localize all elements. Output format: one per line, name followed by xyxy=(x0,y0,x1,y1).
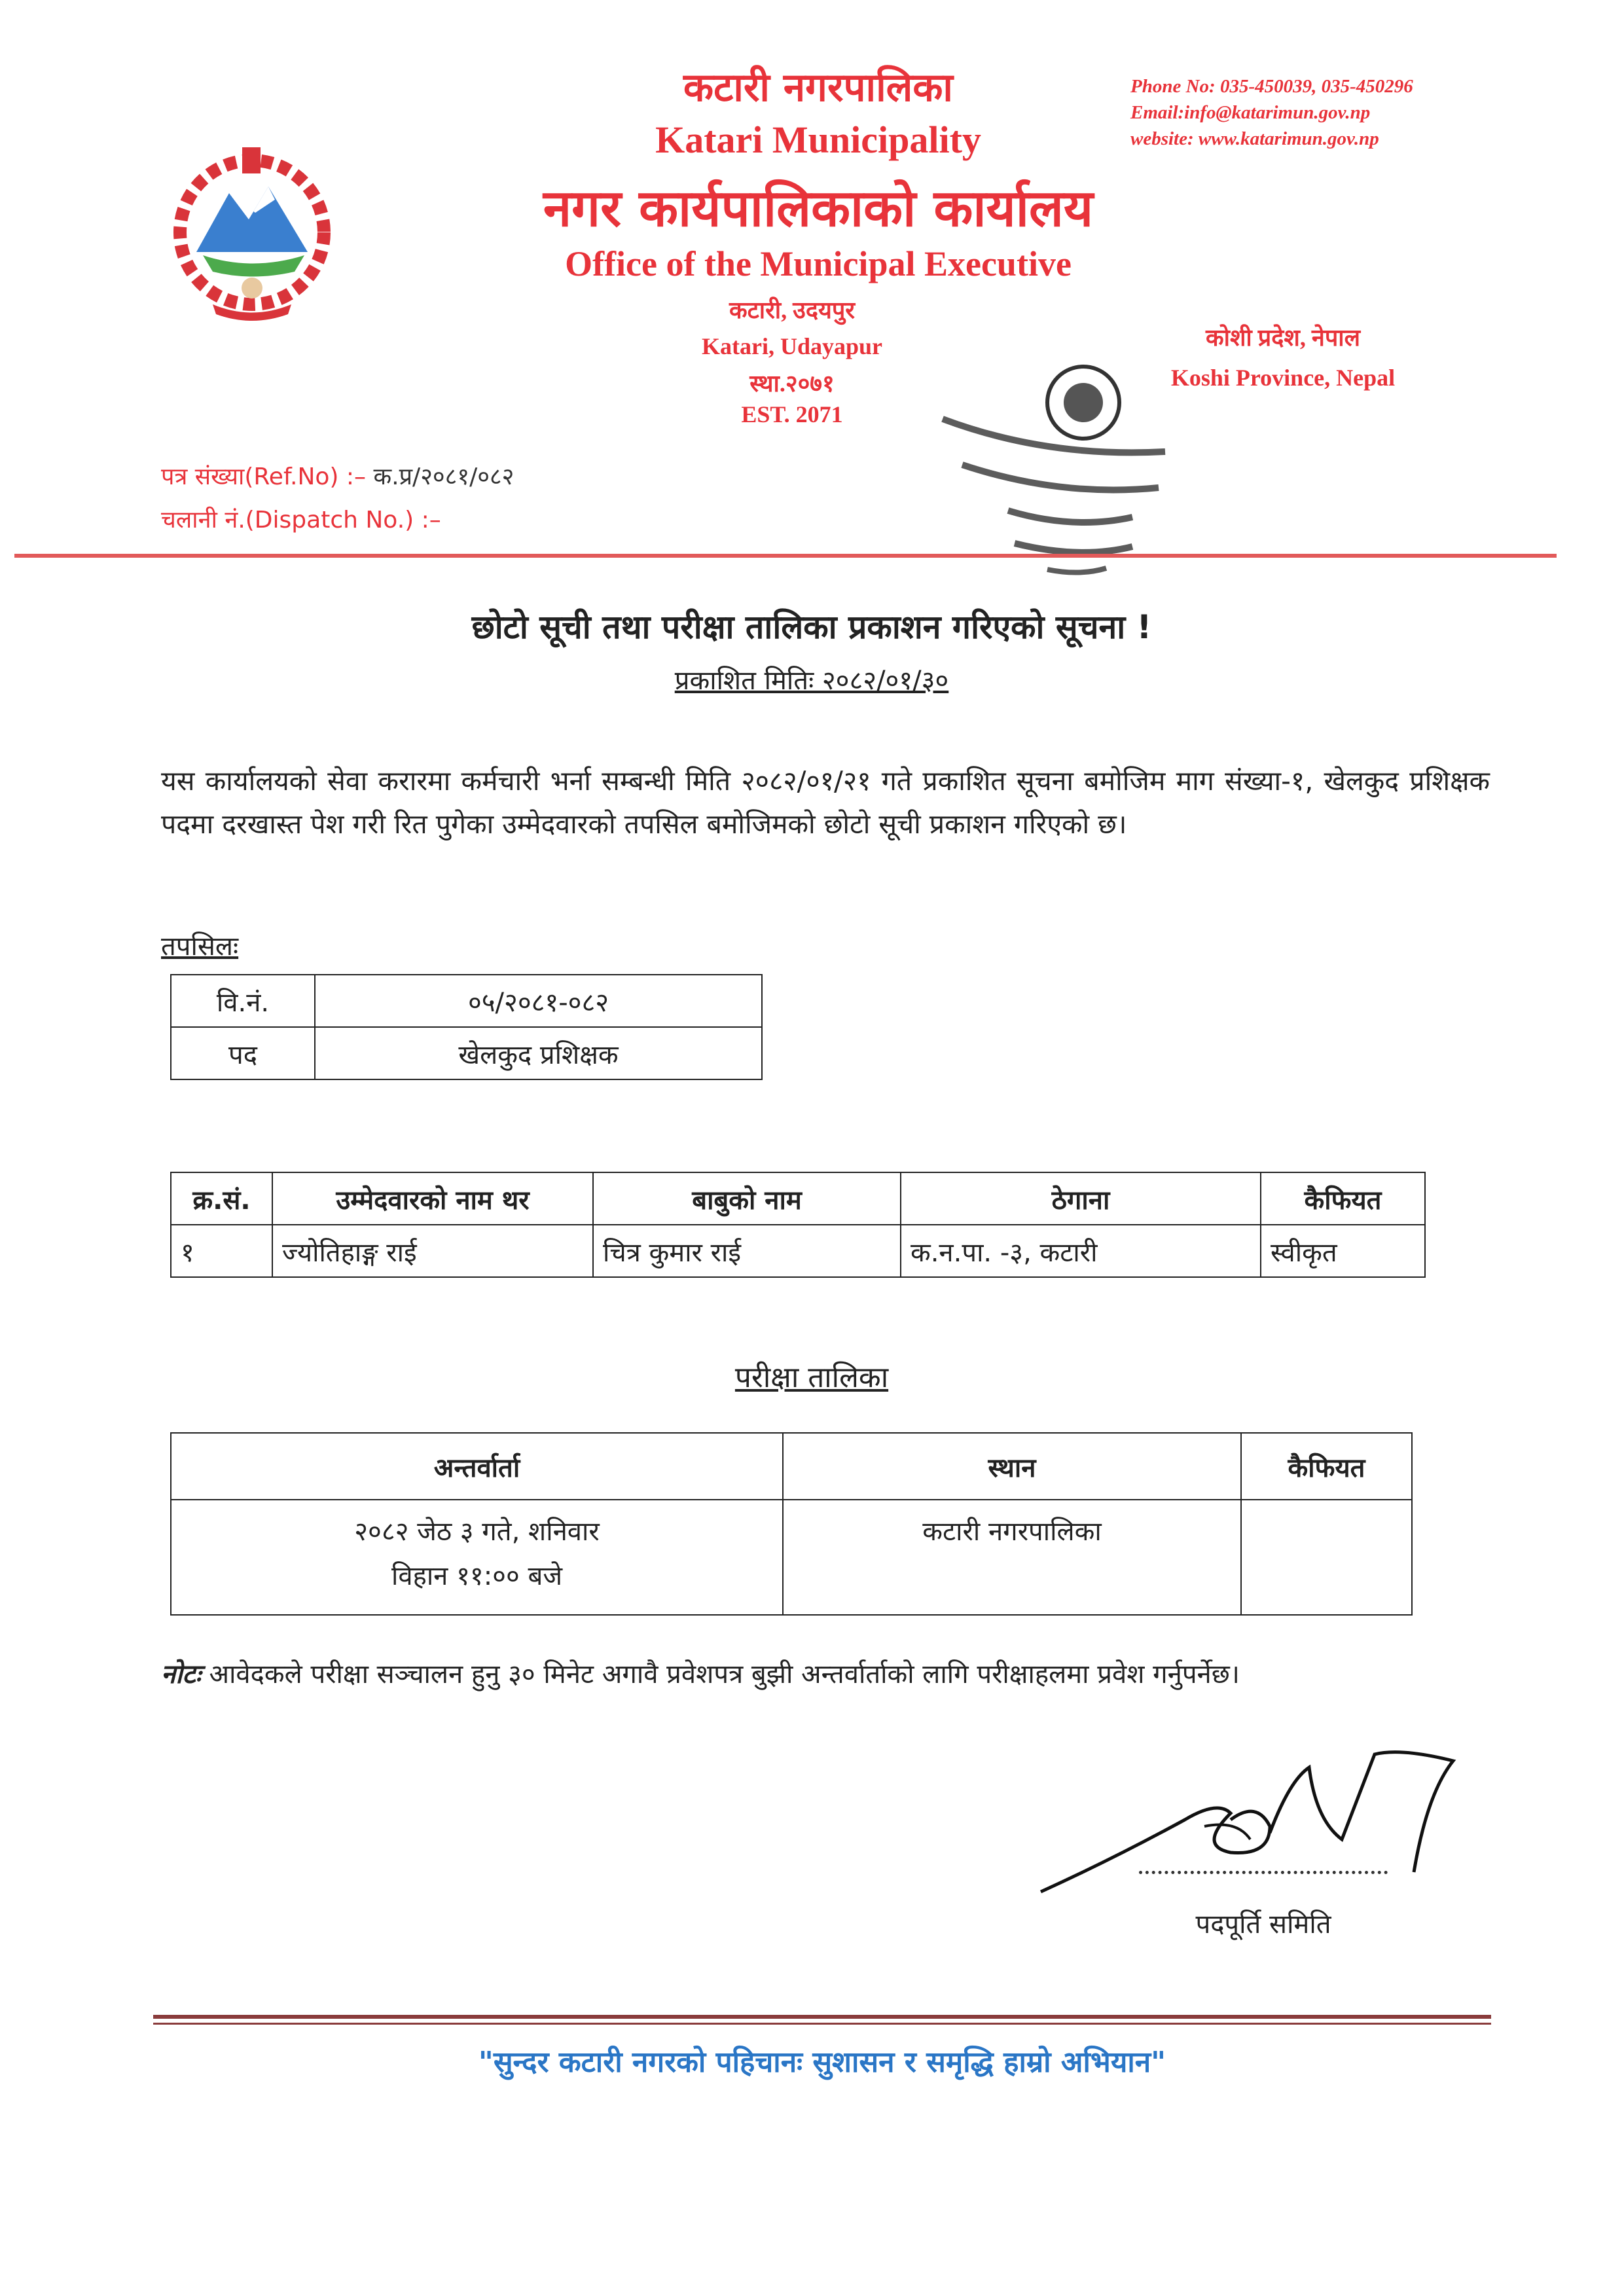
signatory-label: पदपूर्ति समिति xyxy=(1195,1909,1331,1940)
dispatch-number: चलानी नं.(Dispatch No.) :– xyxy=(161,507,441,533)
interview-date: २०८२ जेठ ३ गते, शनिवार xyxy=(354,1517,600,1547)
footer-divider xyxy=(153,2015,1491,2019)
office-name-en: Office of the Municipal Executive xyxy=(565,244,1072,283)
name-cell: ज्योतिहाङ्ग राई xyxy=(272,1225,593,1277)
serial-cell: १ xyxy=(171,1225,272,1277)
exam-schedule-title: परीक्षा तालिका xyxy=(734,1361,889,1394)
info-label: पद xyxy=(171,1027,315,1079)
details-label: तपसिलः xyxy=(161,931,239,962)
phone-number: Phone No: 035-450039, 035-450296 xyxy=(1130,76,1413,97)
office-seal-stamp xyxy=(916,360,1204,576)
table-row xyxy=(171,1027,762,1079)
note-text: आवेदकले परीक्षा सञ्चालन हुनु ३० मिनेट अगावै प्रवेशपत्र बुझी अन्तर्वार्ताको लागि परीक्षाहलमा प्रवेश गर्नुपर्नेछ। xyxy=(209,1659,1240,1690)
established-en: EST. 2071 xyxy=(741,401,843,427)
header-divider xyxy=(14,554,1557,558)
email-address: Email:info@katarimun.gov.np xyxy=(1130,102,1371,123)
footer-divider-thin xyxy=(153,2023,1491,2025)
remark-cell xyxy=(1241,1500,1412,1615)
table-header-row xyxy=(171,1172,1425,1225)
info-value: ०५/२०८१-०८२ xyxy=(315,975,762,1027)
contact-block xyxy=(1130,73,1413,152)
column-header: स्थान xyxy=(783,1433,1241,1500)
established-np: स्था.२०७१ xyxy=(749,370,835,397)
notice-title: छोटो सूची तथा परीक्षा तालिका प्रकाशन गरिएको सूचना ! xyxy=(471,608,1152,646)
column-header: ठेगाना xyxy=(901,1172,1261,1225)
address-cell: क.न.पा. -३, कटारी xyxy=(901,1225,1261,1277)
table-header-row xyxy=(171,1433,1412,1500)
venue-cell: कटारी नगरपालिका xyxy=(783,1500,1241,1615)
column-header: कैफियत xyxy=(1241,1433,1412,1500)
address-en: Katari, Udayapur xyxy=(701,333,882,359)
table-row xyxy=(171,1225,1425,1277)
column-header: बाबुको नाम xyxy=(593,1172,901,1225)
ref-label: पत्र संख्या(Ref.No) :– xyxy=(161,463,367,490)
footer-slogan: "सुन्दर कटारी नगरको पहिचानः सुशासन र समृद्धि हाम्रो अभियान" xyxy=(478,2046,1166,2079)
post-info-table xyxy=(170,974,763,1080)
province-np: कोशी प्रदेश, नेपाल xyxy=(1205,325,1361,351)
column-header: कैफियत xyxy=(1261,1172,1425,1225)
published-date: प्रकाशित मितिः २०८२/०१/३० xyxy=(674,666,949,696)
exam-schedule-table xyxy=(170,1432,1413,1616)
info-label: वि.नं. xyxy=(171,975,315,1027)
column-header: क्र.सं. xyxy=(171,1172,272,1225)
address-np: कटारी, उदयपुर xyxy=(729,297,856,323)
office-name-np: नगर कार्यपालिकाको कार्यालय xyxy=(543,179,1094,238)
column-header: उम्मेदवारको नाम थर xyxy=(272,1172,593,1225)
website-address: website: www.katarimun.gov.np xyxy=(1130,128,1379,149)
ref-number xyxy=(161,460,514,492)
province-en: Koshi Province, Nepal xyxy=(1170,365,1396,391)
column-header: अन्तर्वार्ता xyxy=(171,1433,783,1500)
ref-value: क.प्र/२०८१/०८२ xyxy=(373,463,514,490)
handwritten-signature xyxy=(1034,1741,1479,1911)
interview-datetime-cell xyxy=(171,1500,783,1615)
municipality-name-np: कटारी नगरपालिका xyxy=(683,65,953,111)
info-value: खेलकुद प्रशिक्षक xyxy=(315,1027,762,1079)
nepal-emblem-icon xyxy=(151,141,353,331)
signature-line xyxy=(1139,1871,1388,1874)
notice-paragraph: यस कार्यालयको सेवा करारमा कर्मचारी भर्ना सम्बन्धी मिति २०८२/०१/२१ गते प्रकाशित सूचना बमोजिम माग संख्या-१, खेलकुद प्रशिक्षक पदमा दरखास्त पेश गरी रित पुगेका उम्मेदवारको तपसिल बमोजिमको छोटो सूची प्रकाशन गरिएको छ। xyxy=(161,765,1490,840)
note-label: नोटः xyxy=(161,1659,201,1690)
candidates-table xyxy=(170,1172,1426,1278)
interview-time: विहान ११:०० बजे xyxy=(391,1561,563,1591)
remark-cell: स्वीकृत xyxy=(1261,1225,1425,1277)
note xyxy=(161,1652,1490,1697)
table-row xyxy=(171,1500,1412,1615)
table-row xyxy=(171,975,762,1027)
father-name-cell: चित्र कुमार राई xyxy=(593,1225,901,1277)
municipality-name-en: Katari Municipality xyxy=(655,118,981,161)
